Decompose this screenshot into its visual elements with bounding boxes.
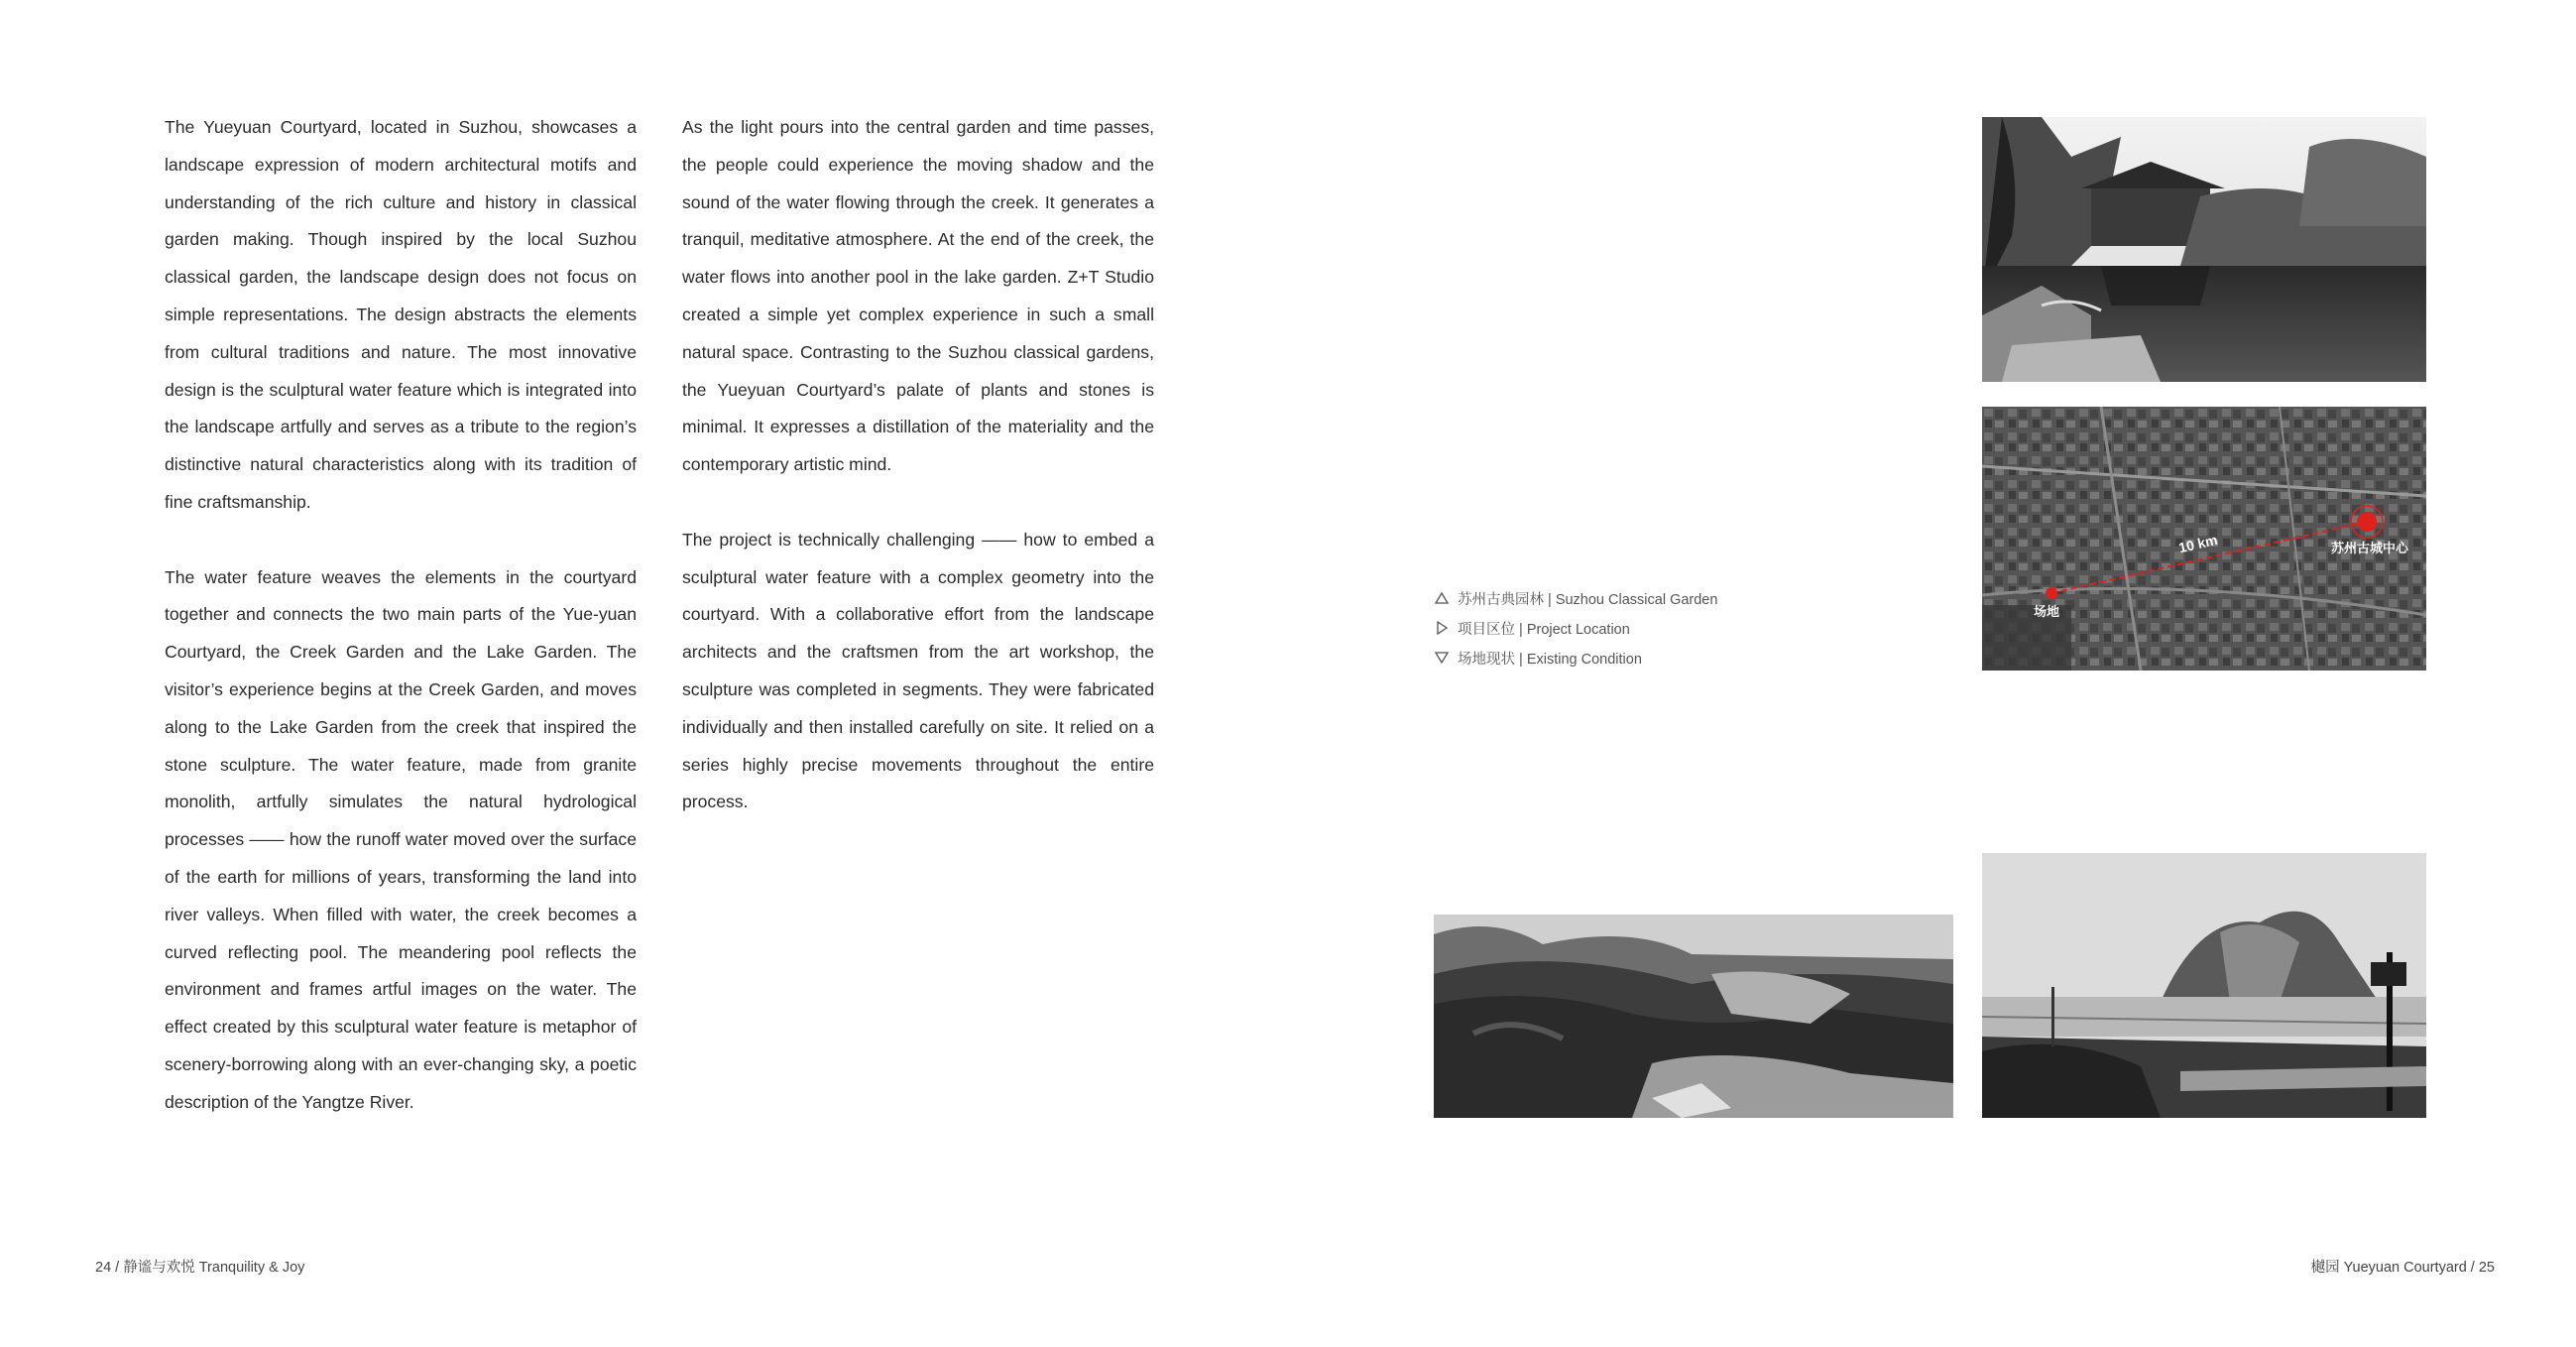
triangle-up-icon bbox=[1434, 590, 1450, 606]
existing-condition-photo-1 bbox=[1434, 915, 1953, 1118]
legend-item bbox=[1434, 643, 1717, 673]
location-map bbox=[1982, 407, 2426, 671]
folio-right: 樾园 Yueyuan Courtyard / 25 bbox=[2310, 1260, 2495, 1276]
triangle-down-icon bbox=[1434, 650, 1450, 666]
existing-condition-photo-2 bbox=[1982, 853, 2426, 1118]
classical-garden-photo bbox=[1982, 117, 2426, 382]
legend-label: 苏州古典园林 | Suzhou Classical Garden bbox=[1458, 591, 1718, 608]
map-destination-label: 苏州古城中心 bbox=[2331, 541, 2409, 555]
paragraph: The project is technically challenging —— how to embed a sculptural water feature with a complex geometry into the courtyard. With a collaborative effort from the landscape architects and the craftsmen from the art workshop, the sculpture was completed in segments. They were fabricated individually and then installed carefully on site. It relied on a series highly precise movements throughout the entire process. bbox=[682, 529, 1154, 812]
paragraph: As the light pours into the central garden and time passes, the people could experience the moving shadow and the sound of the water flowing through the creek. It generates a tranquil, meditative atmosphere. At the end of the creek, the water flows into another pool in the lake garden. Z+T Studio created a simple yet complex experience in such a small natural space. Contrasting to the Suzhou classical gardens, the Yueyuan Courtyard’s palate of plants and stones is minimal. It expresses a distillation of the materiality and the contemporary artistic mind. bbox=[682, 117, 1154, 475]
folio-left: 24 / 静谧与欢悦 Tranquility & Joy bbox=[95, 1260, 305, 1276]
paragraph: The Yueyuan Courtyard, located in Suzhou, showcases a landscape expression of modern architectural motifs and understanding of the rich culture and history in classical garden making. Though inspired by the local Suzhou classical garden, the landscape design does not focus on simple representations. The design abstracts the elements from cultural traditions and nature. The most innovative design is the sculptural water feature which is integrated into the landscape artfully and serves as a tribute to the region’s distinctive natural characteristics along with its tradition of fine craftsmanship. bbox=[165, 117, 637, 512]
map-legend bbox=[1434, 583, 1717, 673]
map-distance-label: 10 km bbox=[2176, 531, 2219, 556]
legend-item bbox=[1434, 613, 1717, 643]
triangle-right-icon bbox=[1434, 620, 1450, 636]
legend-label: 项目区位 | Project Location bbox=[1458, 621, 1630, 638]
legend-label: 场地现状 | Existing Condition bbox=[1458, 651, 1642, 668]
right-text-column bbox=[682, 109, 1154, 821]
legend-item bbox=[1434, 583, 1717, 613]
paragraph: The water feature weaves the elements in the courtyard together and connects the two main parts of the Yue-yuan Courtyard, the Creek Garden and the Lake Garden. The visitor’s experience begins at the Creek Garden, and moves along to the Lake Garden from the creek that inspired the stone sculpture. The water feature, made from granite monolith, artfully simulates the natural hydrological processes —— how the runoff water moved over the surface of the earth for millions of years, transforming the land into river valleys. When filled with water, the creek becomes a curved reflecting pool. The meandering pool reflects the environment and frames artful images on the water. The effect created by this sculptural water feature is metaphor of scenery-borrowing along with an ever-changing sky, a poetic description of the Yangtze River. bbox=[165, 566, 637, 1112]
left-text-column bbox=[165, 109, 637, 1122]
map-site-label: 场地 bbox=[2034, 604, 2060, 619]
